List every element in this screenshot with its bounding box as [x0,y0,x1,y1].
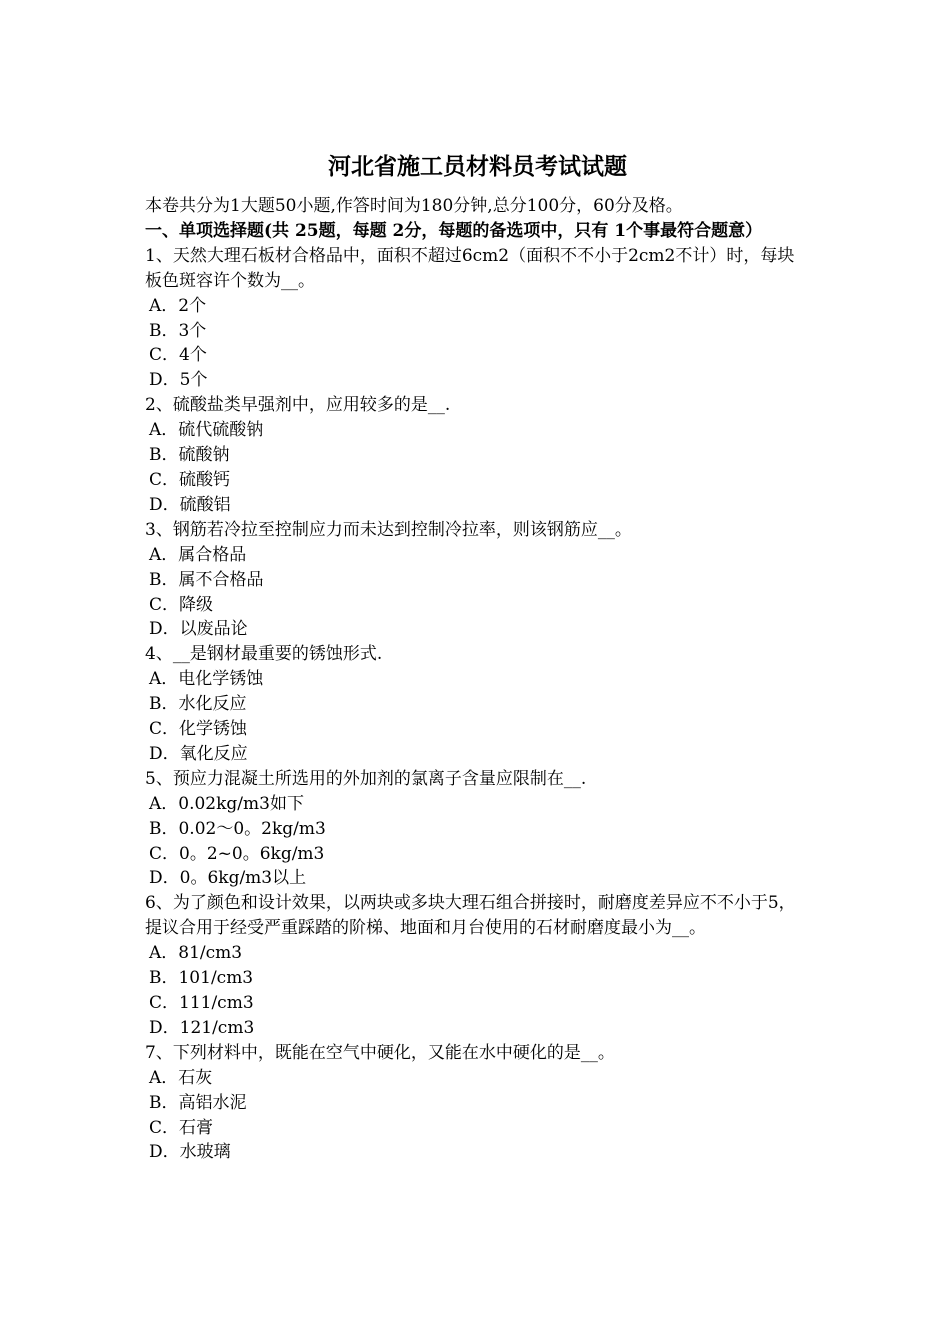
question-3 [145,518,810,643]
option-b: B．硫酸钠 [149,445,230,466]
option-c: C．4个 [149,345,207,366]
option-a: A．硫代硫酸钠 [149,420,264,441]
option-d: D．0。6kg/m3以上 [149,868,307,889]
option-b: B．0.02～0。2kg/m3 [149,818,326,839]
option-c: C．降级 [149,594,214,615]
section-heading: 一、单项选择题(共 25题，每题 2分，每题的备选项中，只有 1个事最符合题意） [145,220,763,241]
option-d: D．5个 [149,370,208,391]
question-stem: 3、钢筋若冷拉至控制应力而未达到控制冷拉率，则该钢筋应__。 [145,519,632,540]
option-d: D．以废品论 [149,619,248,640]
option-c: C．硫酸钙 [149,469,231,490]
option-a: A．石灰 [149,1067,213,1088]
question-stem: 7、下列材料中，既能在空气中硬化，又能在水中硬化的是__。 [145,1042,615,1063]
question-5 [145,767,810,892]
question-stem: 1、天然大理石板材合格品中，面积不超过6cm2（面积不不小于2cm2不计）时，每块板色斑容许个数为__。 [145,245,795,291]
option-c: C．111/cm3 [149,993,254,1013]
question-1 [145,244,810,393]
option-d: D．121/cm3 [149,1017,255,1038]
question-stem: 5、预应力混凝土所选用的外加剂的氯离子含量应限制在__. [145,768,587,789]
question-stem: 2、硫酸盐类早强剂中，应用较多的是__. [145,395,451,416]
option-b: B．水化反应 [149,694,247,715]
option-c: C．0。2~0。6kg/m3 [149,843,325,864]
option-a: A．81/cm3 [149,943,243,964]
question-stem: 4、__是钢材最重要的锈蚀形式. [145,644,383,665]
document-page [145,150,810,1165]
question-6 [145,891,810,1040]
question-7 [145,1041,810,1166]
question-2 [145,393,810,518]
question-4 [145,642,810,767]
option-a: A．电化学锈蚀 [149,669,264,690]
question-stem: 6、为了颜色和设计效果，以两块或多块大理石组合拼接时，耐磨度差异应不不小于5，提议合用于经受严重踩踏的阶梯、地面和月台使用的石材耐磨度最小为__。 [145,893,796,939]
option-a: A．0.02kg/m3如下 [149,793,304,814]
option-c: C．石膏 [149,1117,214,1138]
option-b: B．101/cm3 [149,968,254,989]
option-d: D．硫酸铝 [149,494,231,515]
document-title: 河北省施工员材料员考试试题 [328,153,627,180]
option-b: B．3个 [149,320,207,341]
option-a: A．属合格品 [149,544,247,565]
exam-intro: 本卷共分为1大题50小题,作答时间为180分钟,总分100分，60分及格。 [145,196,683,216]
option-c: C．化学锈蚀 [149,719,248,740]
option-d: D．水玻璃 [149,1142,231,1163]
option-b: B．属不合格品 [149,569,264,590]
option-b: B．高铝水泥 [149,1092,247,1113]
option-d: D．氧化反应 [149,743,248,764]
option-a: A．2个 [149,295,207,316]
